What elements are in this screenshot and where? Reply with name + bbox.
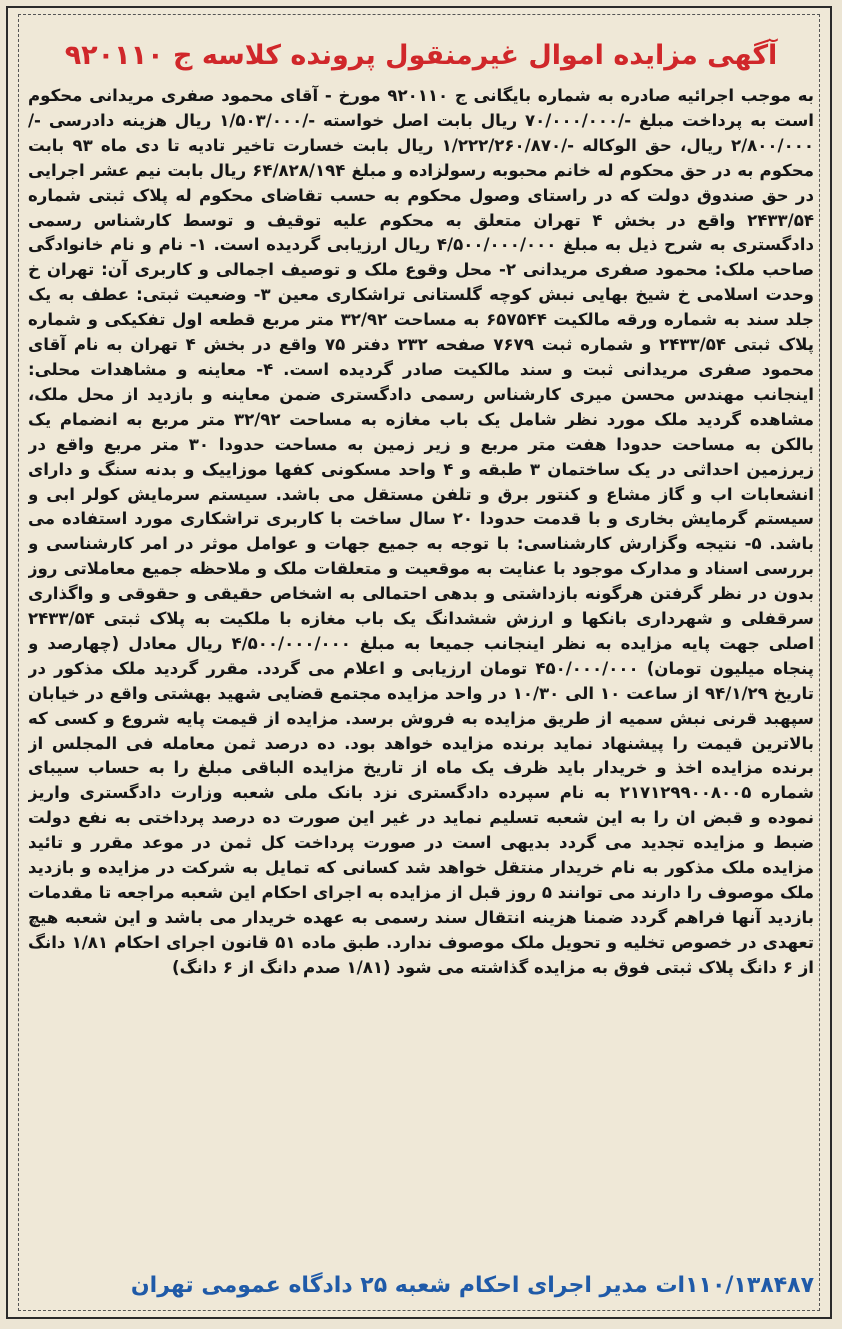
notice-signature: ۱۱۰/۱۳۸۴۸۷ات مدیر اجرای احکام شعبه ۲۵ دادگاه عمومی تهران xyxy=(130,1273,814,1298)
notice-body: به موجب اجرائیه صادره به شماره بایگانی ج ۹۲۰۱۱۰ مورخ - آقای محمود صفری مریدانی محکوم است به پرداخت مبلغ -/۷۰/۰۰۰/۰۰۰ ریال بابت اصل خواسته -/۱/۵۰۳/۰۰۰ ریال هزینه دادرسی -/۲/۸۰۰/۰۰۰ ریال، حق الوکاله -/۱/۲۲۲/۲۶۰/۸۷۰ ریال بابت خسارت تاخیر تادیه تا دی ماه ۹۳ بابت محکوم به در حق محکوم له خانم محبوبه رسولزاده و مبلغ ۶۴/۸۲۸/۱۹۴ ریال بابت نیم عشر اجرایی در حق صندوق دولت که در راستای وصول محکوم به حسب تقاضای محکوم له پلاک ثبتی شماره ۲۴۳۳/۵۴ واقع در بخش ۴ تهران متعلق به محکوم علیه توقیف و توسط کارشناس رسمی دادگستری به شرح ذیل به مبلغ ۴/۵۰۰/۰۰۰/۰۰۰ ریال ارزیابی گردیده است. ۱- نام و نام خانوادگی صاحب ملک: محمود صفری مریدانی ۲- محل وقوع ملک و توصیف اجمالی و کاربری آن: تهران خ وحدت اسلامی خ شیخ بهایی نبش کوچه گلستانی تراشکاری معین ۳- وضعیت ثبتی: عطف به یک جلد سند به شماره ورقه مالکیت ۶۵۷۵۴۴ به مساحت ۳۲/۹۲ متر مربع قطعه اول تفکیکی و شماره پلاک ثبتی ۲۴۳۳/۵۴ و شماره ثبت ۷۶۷۹ صفحه ۲۳۲ دفتر ۷۵ واقع در بخش ۴ تهران به نام آقای محمود صفری مریدانی ثبت و سند مالکیت صادر گردیده است. ۴- معاینه و مشاهدات محلی: اینجانب مهندس محسن میری کارشناس رسمی دادگستری ضمن معاینه و بازدید از محل ملک، مشاهده گردید ملک مورد نظر شامل یک باب مغازه به مساحت ۳۲/۹۲ متر مربع به انضمام یک بالکن به مساحت حدودا هفت متر مربع و زیر زمین به مساحت حدودا ۳۰ متر مربع واقع در زیرزمین احداثی در یک ساختمان ۳ طبقه و ۴ واحد مسکونی کفها موزاییک و بدنه سنگ و دارای انشعابات اب و گاز مشاع و کنتور برق و تلفن مستقل می باشد. سیستم سرمایش کولر ابی و سیستم گرمایش بخاری و با قدمت حدودا ۲۰ سال ساخت با کاربری تراشکاری مورد استفاده می باشد. ۵- نتیجه وگزارش کارشناسی: با توجه به جمیع جهات و عوامل موثر در امر کارشناسی و بررسی اسناد و مدارک موجود با عنایت به موقعیت و متعلقات ملک و ملاحظه جمیع معاملاتی روز بدون در نظر گرفتن هرگونه بازداشتی و بدهی احتمالی به اشخاص حقیقی و حقوقی و واگذاری سرقفلی و شهرداری بانکها و ارزش ششدانگ یک باب مغازه با ملکیت به پلاک ثبتی ۲۴۳۳/۵۴ اصلی جهت پایه مزایده به نظر اینجانب جمیعا به مبلغ ۴/۵۰۰/۰۰۰/۰۰۰ ریال معادل (چهارصد و پنجاه میلیون تومان) ۴۵۰/۰۰۰/۰۰۰ تومان ارزیابی و اعلام می گردد. مقرر گردید ملک مذکور در تاریخ ۹۴/۱/۲۹ از ساعت ۱۰ الی ۱۰/۳۰ در واحد مزایده مجتمع قضایی شهید بهشتی واقع در خیابان سپهبد قرنی نبش سمیه از طریق مزایده به فروش برسد. مزایده از قیمت پایه شروع و کسی که بالاترین قیمت را پیشنهاد نماید برنده مزایده خواهد بود. ده درصد ثمن معامله فی المجلس از برنده مزایده اخذ و خریدار باید ظرف یک ماه از تاریخ مزایده الباقی مبلغ را به حساب سیبای شماره ۲۱۷۱۲۹۹۰۰۸۰۰۵ به نام سپرده دادگستری نزد بانک ملی شعبه وزارت دادگستری واریز نموده و قبض ان را به این شعبه تسلیم نماید در غیر این صورت ده درصد پرداختی به نفع دولت ضبط و مزایده تجدید می گردد بدیهی است در صورت پرداخت کل ثمن در موعد مقرر و تائید مزایده ملک مذکور به نام خریدار منتقل خواهد شد کسانی که تمایل به شرکت در مزایده و بازدید ملک موصوف را دارند می توانند ۵ روز قبل از مزایده به اجرای احکام این شعبه مراجعه تا مقدمات بازدید آنها فراهم گردد ضمنا هزینه انتقال سند رسمی به عهده خریدار می باشد و این شعبه هیچ تعهدی در خصوص تخلیه و تحویل ملک موصوف ندارد. طبق ماده ۵۱ قانون اجرای احکام ۱/۸۱ دانگ از ۶ دانگ پلاک ثبتی فوق به مزایده گذاشته می شود (۱/۸۱ صدم دانگ از ۶ دانگ) xyxy=(28,86,814,977)
notice-title: آگهی مزایده اموال غیرمنقول پرونده کلاسه ج ۹۲۰۱۱۰ xyxy=(64,40,778,71)
